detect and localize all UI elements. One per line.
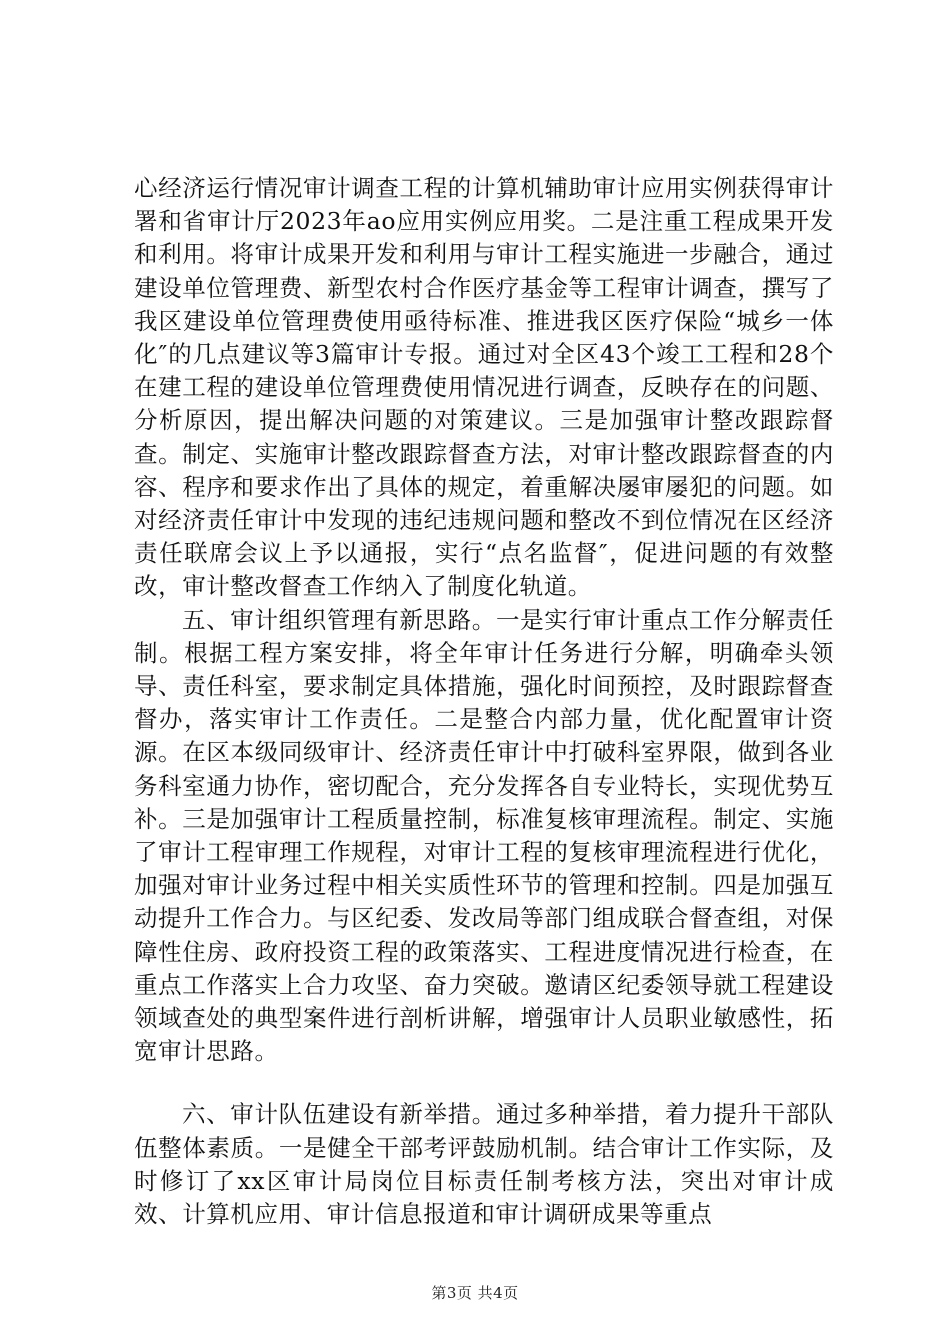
page-footer: 第3页 共4页 — [431, 1284, 519, 1302]
paragraph-section-six: 六、审计队伍建设有新举措。通过多种举措，着力提升干部队伍整体素质。一是健全干部考评鼓励机制。结合审计工作实际，及时修订了xx区审计局岗位目标责任制考核方法，突出对审计成效、计算机应用、审计信息报道和审计调研成果等重点 — [134, 1100, 834, 1229]
paragraph-continued: 心经济运行情况审计调查工程的计算机辅助审计应用实例获得审计署和省审计厅2023年ao应用实例应用奖。二是注重工程成果开发和利用。将审计成果开发和利用与审计工程实施进一步融合，通过建设单位管理费、新型农村合作医疗基金等工程审计调查，撰写了我区建设单位管理费使用亟待标准、推进我区医疗保险“城乡一体化″的几点建议等3篇审计专报。通过对全区43个竣工工程和28个在建工程的建设单位管理费使用情况进行调查，反映存在的问题、分析原因，提出解决问题的对策建议。三是加强审计整改跟踪督查。制定、实施审计整改跟踪督查方法，对审计整改跟踪督查的内容、程序和要求作出了具体的规定，着重解决屡审屡犯的问题。如对经济责任审计中发现的违纪违规问题和整改不到位情况在区经济责任联席会议上予以通报，实行“点名监督″，促进问题的有效整改，审计整改督查工作纳入了制度化轨道。 — [134, 174, 834, 601]
paragraph-section-five: 五、审计组织管理有新思路。一是实行审计重点工作分解责任制。根据工程方案安排，将全年审计任务进行分解，明确牵头领导、责任科室，要求制定具体措施，强化时间预控，及时跟踪督查督办，落实审计工作责任。二是整合内部力量，优化配置审计资源。在区本级同级审计、经济责任审计中打破科室界限，做到各业务科室通力协作，密切配合，充分发挥各自专业特长，实现优势互补。三是加强审计工程质量控制，标准复核审理流程。制定、实施了审计工程审理工作规程，对审计工程的复核审理流程进行优化，加强对审计业务过程中相关实质性环节的管理和控制。四是加强互动提升工作合力。与区纪委、发改局等部门组成联合督查组，对保障性住房、政府投资工程的政策落实、工程进度情况进行检查，在重点工作落实上合力攻坚、奋力突破。邀请区纪委领导就工程建设领域查处的典型案件进行剖析讲解，增强审计人员职业敏感性，拓宽审计思路。 — [134, 605, 834, 1066]
document-body — [134, 172, 834, 1231]
